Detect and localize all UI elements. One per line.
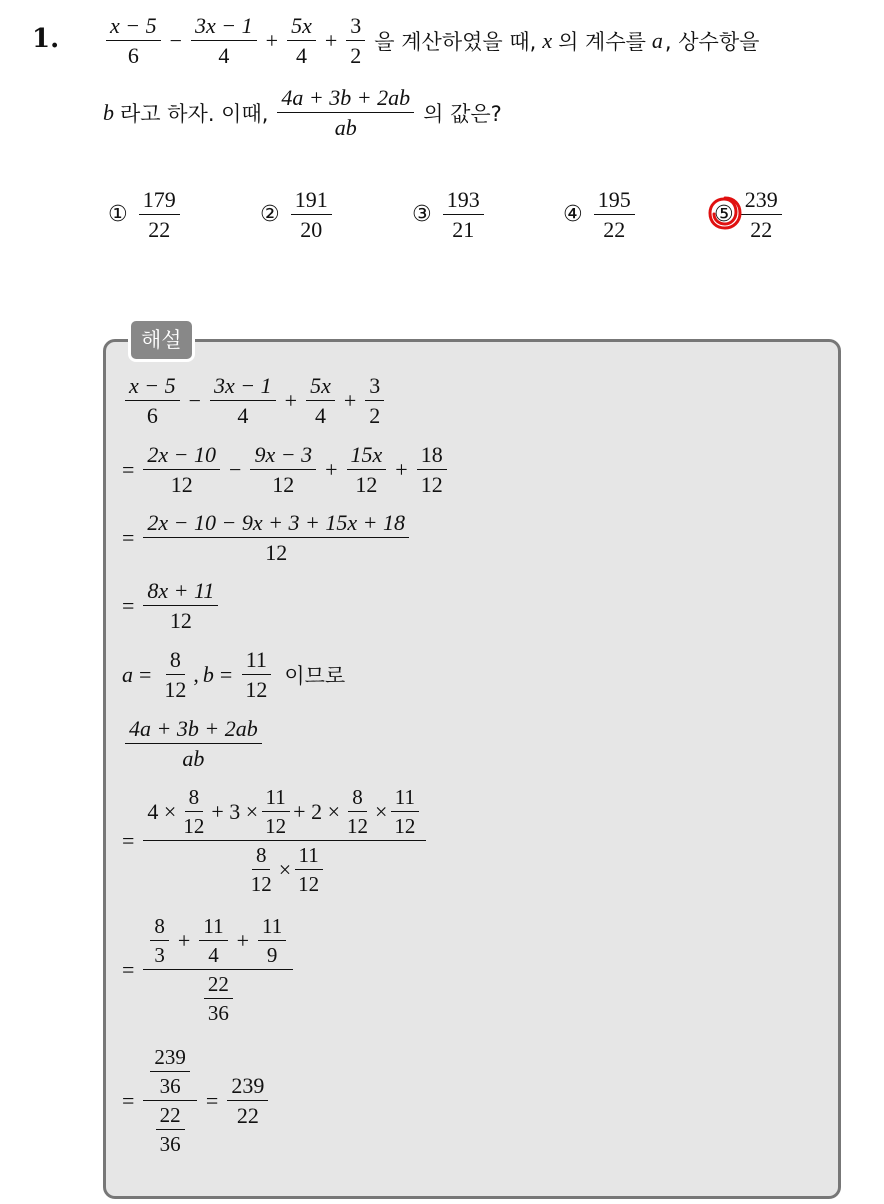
denominator: 12 — [355, 472, 378, 498]
choice-value — [139, 188, 180, 241]
solution-line-2 — [122, 443, 450, 496]
denominator: 9 — [266, 943, 278, 968]
numerator: x − 5 — [125, 374, 180, 401]
numerator: 191 — [291, 188, 332, 215]
question-number: 1. — [32, 24, 60, 54]
solution-line-5 — [122, 648, 351, 701]
denominator: 2 — [350, 43, 362, 69]
denominator: 12 — [183, 814, 205, 839]
term: × — [375, 799, 388, 824]
numerator: 239 — [150, 1046, 190, 1072]
operator: + — [265, 27, 279, 53]
numerator: 11 — [242, 648, 271, 675]
solution-line-8 — [122, 915, 296, 1024]
numerator: 11 — [199, 915, 227, 941]
numerator: 8 — [252, 844, 271, 870]
solution-line-3 — [122, 511, 412, 564]
solution-line-7 — [122, 786, 429, 895]
denominator: 22 — [236, 1103, 259, 1129]
compound-fraction — [143, 1046, 197, 1155]
numerator: 9x − 3 — [250, 443, 316, 470]
numerator: 2x − 10 — [143, 443, 220, 470]
numerator: 2x − 10 − 9x + 3 + 15x + 18 — [143, 511, 409, 538]
choice-3[interactable] — [412, 188, 487, 241]
equals: = — [122, 956, 135, 982]
compound-numerator — [143, 915, 293, 970]
variable-b: b — [202, 661, 214, 687]
solution-line-1 — [122, 374, 387, 427]
solution-tag: 해설 — [128, 318, 195, 362]
choice-1[interactable] — [108, 188, 183, 241]
compound-numerator — [143, 1046, 197, 1101]
question-text: 을 계산하였을 때, — [374, 29, 537, 54]
numerator: 5x — [287, 14, 316, 41]
denominator: 20 — [300, 217, 323, 243]
numerator: 3x − 1 — [210, 374, 276, 401]
denominator: 6 — [146, 403, 158, 429]
fraction — [191, 14, 257, 67]
denominator: 22 — [750, 217, 773, 243]
denominator: 36 — [159, 1074, 181, 1099]
numerator: x − 5 — [106, 14, 161, 41]
denominator: 36 — [207, 1001, 229, 1026]
equals: = — [122, 456, 135, 482]
compound-fraction — [143, 915, 293, 1024]
solution-line-4 — [122, 579, 221, 632]
comma: , — [193, 661, 199, 687]
variable-b: b — [103, 99, 114, 125]
compound-fraction — [143, 786, 426, 895]
denominator: 12 — [265, 814, 287, 839]
operator: + — [325, 456, 338, 482]
term: + 2 × — [293, 799, 340, 824]
denominator: 4 — [208, 943, 219, 968]
operator: + — [395, 456, 408, 482]
denominator: 21 — [452, 217, 475, 243]
fraction — [346, 14, 365, 67]
numerator: 22 — [156, 1104, 185, 1130]
denominator: 12 — [298, 872, 320, 897]
numerator: 4a + 3b + 2ab — [125, 717, 262, 744]
equals: = — [139, 661, 152, 687]
numerator: 15x — [347, 443, 387, 470]
denominator: 4 — [218, 43, 230, 69]
numerator: 239 — [741, 188, 782, 215]
denominator: 12 — [164, 677, 187, 703]
operator: + — [177, 928, 191, 953]
denominator: 6 — [127, 43, 139, 69]
numerator: 11 — [262, 786, 290, 812]
operator: + — [343, 387, 357, 413]
operator: × — [278, 857, 292, 883]
choice-number: ② — [260, 202, 280, 228]
question-text: , 상수항을 — [664, 29, 760, 54]
term: + 3 × — [211, 799, 259, 824]
denominator: 12 — [245, 677, 268, 703]
numerator: 239 — [227, 1074, 268, 1101]
denominator: 12 — [394, 814, 416, 839]
choice-value — [594, 188, 635, 241]
operator: + — [324, 27, 338, 53]
variable-a: a — [122, 661, 133, 687]
question-text: 라고 하자. 이때, — [120, 101, 269, 126]
choice-number: ③ — [412, 202, 432, 228]
numerator: 11 — [391, 786, 419, 812]
numerator: 5x — [306, 374, 335, 401]
compound-denominator — [240, 841, 330, 895]
denominator: 36 — [159, 1132, 181, 1157]
choice-number: ④ — [563, 202, 583, 228]
denominator: 2 — [369, 403, 381, 429]
equals: = — [122, 592, 135, 618]
numerator: 8 — [150, 915, 169, 941]
fraction — [106, 14, 161, 67]
numerator: 8 — [348, 786, 367, 812]
operator: + — [284, 387, 298, 413]
numerator: 195 — [594, 188, 635, 215]
denominator: 12 — [170, 472, 193, 498]
choice-4[interactable] — [563, 188, 638, 241]
denominator: 22 — [603, 217, 626, 243]
denominator: 22 — [148, 217, 171, 243]
numerator: 18 — [417, 443, 447, 470]
variable-x: x — [542, 27, 553, 53]
denominator: ab — [334, 115, 357, 141]
denominator: 12 — [250, 872, 272, 897]
denominator: 12 — [420, 472, 443, 498]
operator: − — [229, 456, 242, 482]
variable-a: a — [651, 27, 663, 53]
denominator: 12 — [272, 472, 295, 498]
numerator: 11 — [258, 915, 286, 941]
choice-number: ① — [108, 202, 128, 228]
denominator: 4 — [314, 403, 326, 429]
denominator: 4 — [295, 43, 307, 69]
numerator: 3 — [346, 14, 365, 41]
numerator: 22 — [204, 973, 233, 999]
answer-circle-mark-icon — [706, 194, 744, 232]
choice-2[interactable] — [260, 188, 335, 241]
numerator: 8 — [185, 786, 204, 812]
denominator: 4 — [237, 403, 249, 429]
question-line-2 — [103, 86, 508, 139]
compound-denominator — [197, 970, 240, 1024]
question-text: 의 계수를 — [558, 29, 646, 54]
equals: = — [205, 1087, 219, 1113]
solution-line-9 — [122, 1046, 271, 1155]
equals: = — [122, 524, 135, 550]
denominator: 12 — [347, 814, 368, 839]
equals: = — [219, 661, 233, 687]
numerator: 193 — [443, 188, 484, 215]
numerator: 11 — [295, 844, 323, 870]
numerator: 4a + 3b + 2ab — [277, 86, 414, 113]
operator: + — [236, 928, 249, 953]
choice-value — [443, 188, 484, 241]
compound-denominator — [149, 1101, 192, 1155]
term: 4 × — [147, 799, 177, 824]
denominator: ab — [182, 746, 205, 772]
solution-text: 이므로 — [284, 663, 346, 688]
equals: = — [122, 1087, 135, 1113]
fraction — [277, 86, 414, 139]
choice-number: ⑤ — [714, 202, 734, 228]
operator: − — [169, 27, 183, 53]
equals: = — [122, 827, 135, 853]
numerator: 8x + 11 — [143, 579, 218, 606]
numerator: 3 — [365, 374, 384, 401]
choice-value — [291, 188, 332, 241]
operator: − — [188, 387, 202, 413]
compound-numerator — [143, 786, 426, 841]
numerator: 8 — [166, 648, 185, 675]
denominator: 12 — [169, 608, 192, 634]
denominator: 12 — [265, 540, 288, 566]
question-text: 의 값은? — [423, 101, 502, 126]
question-line-1 — [103, 14, 759, 67]
numerator: 179 — [139, 188, 180, 215]
numerator: 3x − 1 — [191, 14, 257, 41]
fraction — [287, 14, 316, 67]
choice-value — [741, 188, 782, 241]
denominator: 3 — [154, 943, 165, 968]
solution-line-6 — [122, 717, 265, 770]
